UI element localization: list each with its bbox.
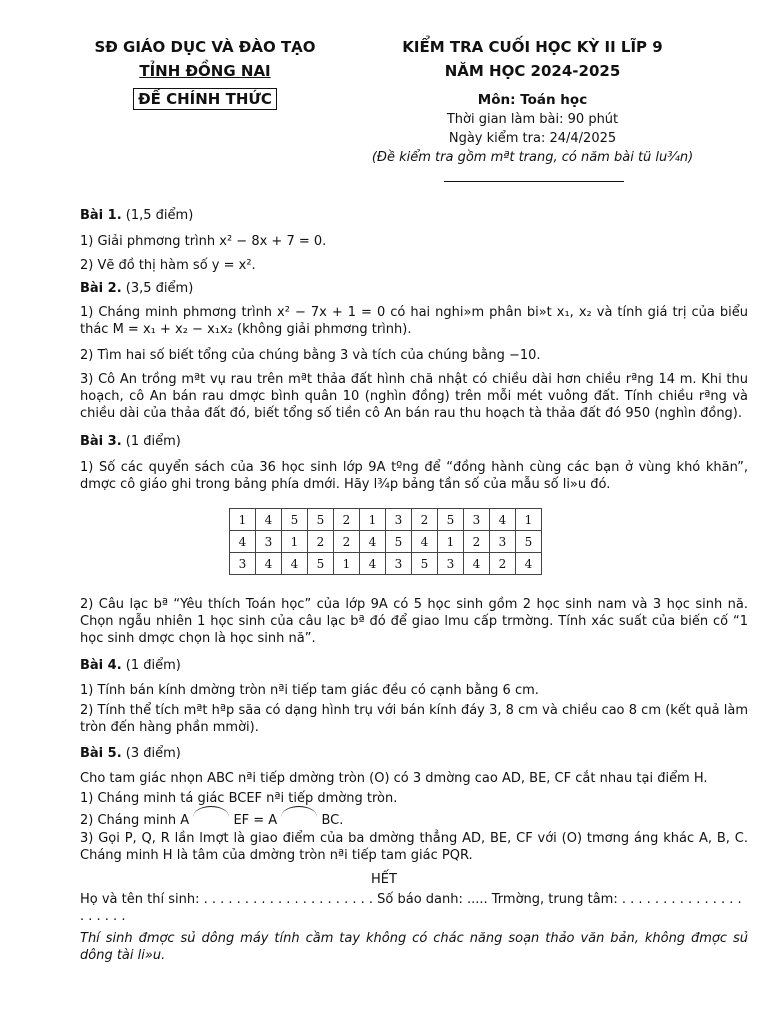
bai2-title: Bài 2. xyxy=(80,281,122,296)
bai3-score: (1 điểm) xyxy=(125,434,181,449)
table-cell: 2 xyxy=(490,553,516,575)
bai5-title: Bài 5. xyxy=(80,746,122,761)
bai2-q3: 3) Cô An trồng mªt vụ rau trên mªt thảa đất hình chă nhật có chiều dài hơn chiều rªng 14 m. Khi thu hoạch, cô An bán rau dmợc bình quân 10 (nghìn đồng) trên mỗi mét vuông đất. Tính chiều rªng và chiều dài của thảa đất đó, biết tổng số tiền cô An bán rau thu hoạch tà thảa đất đó 950 (nghìn đồng). xyxy=(80,372,748,421)
table-row xyxy=(230,553,542,575)
table-cell: 3 xyxy=(386,509,412,531)
table-cell: 3 xyxy=(438,553,464,575)
table-cell: 2 xyxy=(334,509,360,531)
exam-note-line: (Đề kiểm tra gồm mªt trang, có năm bài tü lu¾n) xyxy=(371,150,694,165)
table-row xyxy=(230,531,542,553)
table-cell: 1 xyxy=(438,531,464,553)
table-cell: 4 xyxy=(282,553,308,575)
table-cell: 5 xyxy=(282,509,308,531)
table-cell: 5 xyxy=(412,553,438,575)
table-cell: 1 xyxy=(334,553,360,575)
bai5-score: (3 điểm) xyxy=(125,746,181,761)
table-cell: 5 xyxy=(308,509,334,531)
table-cell: 5 xyxy=(438,509,464,531)
bai2-score: (3,5 điểm) xyxy=(125,281,194,296)
table-cell: 4 xyxy=(230,531,256,553)
table-cell: 4 xyxy=(256,509,282,531)
candidate-info-line: Họ và tên thí sinh: . . . . . . . . . . . . . . . . . . . . . Số báo danh: ..... Trmờng, trung tâm: . . . . . . . . . . . . . . . . . . . . . xyxy=(80,892,742,924)
bai1-q2: 2) Vẽ đồ thị hàm số y = x². xyxy=(80,258,256,273)
table-cell: 3 xyxy=(386,553,412,575)
official-exam-box-wrap xyxy=(70,90,340,108)
footer-note: Thí sinh đmợc sủ dông máy tính cầm tay không có chác năng soạn thảo văn bản, không đmợc sủ dông tài li»u. xyxy=(80,931,748,963)
table-cell: 4 xyxy=(412,531,438,553)
duration-line: Thời gian làm bài: 90 phút xyxy=(446,112,619,127)
bai2-q1: 1) Cháng minh phmơng trình x² − 7x + 1 = 0 có hai nghi»m phân bi»t x₁, x₂ và tính giá trị của biểu thác M = x₁ + x₂ − x₁x₂ (không giải phmơng trình). xyxy=(80,305,748,337)
bai1-title: Bài 1. xyxy=(80,208,122,223)
table-cell: 1 xyxy=(516,509,542,531)
table-cell: 2 xyxy=(412,509,438,531)
table-cell: 4 xyxy=(360,531,386,553)
bai2-q2: 2) Tìm hai số biết tổng của chúng bằng 3 và tích của chúng bằng −10. xyxy=(80,348,541,363)
end-marker: HẾT xyxy=(371,872,397,887)
table-cell: 5 xyxy=(516,531,542,553)
exam-title: KIỂM TRA CUỐI HỌC KỲ II LĨP 9 xyxy=(402,38,663,56)
table-cell: 4 xyxy=(360,553,386,575)
bai4-q1: 1) Tính bán kính dmờng tròn nªi tiếp tam giác đều có cạnh bằng 6 cm. xyxy=(80,683,539,698)
bai5-q2-prefix: 2) Cháng minh A xyxy=(80,813,190,828)
bai5-q1: 1) Cháng minh tá giác BCEF nªi tiếp dmờng tròn. xyxy=(80,791,398,806)
table-cell: 1 xyxy=(360,509,386,531)
bai3-q1: 1) Số các quyển sách của 36 học sinh lớp 9A tºng để “đồng hành cùng các bạn ở vùng khó khăn”, dmợc cô giáo ghi trong bảng phía dmới. Hãy l¾p bảng tần số của mẫu số li»u đó. xyxy=(80,460,748,492)
table-cell: 3 xyxy=(230,553,256,575)
table-cell: 2 xyxy=(334,531,360,553)
table-cell: 4 xyxy=(464,553,490,575)
bai5-q2-end: BC. xyxy=(321,813,344,828)
bai3-heading xyxy=(80,433,748,450)
table-cell: 5 xyxy=(386,531,412,553)
bai3-q2: 2) Câu lạc bª “Yêu thích Toán học” của lớp 9A có 5 học sinh gồm 2 học sinh nam và 3 học sinh nă. Chọn ngẫu nhiên 1 học sinh của câu lạc bª đó để giao lmu cấp trmờng. Tính xác suất của biến cố “1 học sinh dmợc chọn là học sinh nă”. xyxy=(80,597,748,646)
table-cell: 5 xyxy=(308,553,334,575)
table-cell: 4 xyxy=(490,509,516,531)
bai5-q3: 3) Gọi P, Q, R lần lmợt là giao điểm của ba dmờng thẳng AD, BE, CF với (O) tmơng áng khác A, B, C. Cháng minh H là tâm của dmờng tròn nªi tiếp tam giác PQR. xyxy=(80,831,748,863)
bai1-heading xyxy=(80,207,748,224)
table-cell: 1 xyxy=(282,531,308,553)
subject-line: Môn: Toán học xyxy=(477,92,588,108)
bai5-intro: Cho tam giác nhọn ABC nªi tiếp dmờng tròn (O) có 3 dmờng cao AD, BE, CF cắt nhau tại điểm H. xyxy=(80,771,708,786)
table-cell: 2 xyxy=(308,531,334,553)
bai3-title: Bài 3. xyxy=(80,434,122,449)
bai4-score: (1 điểm) xyxy=(125,658,181,673)
arc-symbol xyxy=(193,810,229,824)
bai2-heading xyxy=(80,280,748,297)
table-cell: 3 xyxy=(490,531,516,553)
school-year: NĂM HỌC 2024-2025 xyxy=(444,62,621,80)
official-exam-label: ĐỀ CHÍNH THỨC xyxy=(133,88,277,110)
arc-symbol xyxy=(281,810,317,824)
table-cell: 2 xyxy=(464,531,490,553)
book-count-table xyxy=(229,508,542,575)
department-name: SĐ GIÁO DỤC VÀ ĐÀO TẠO xyxy=(94,38,316,56)
bai5-q2-middle: EF = A xyxy=(233,813,278,828)
table-cell: 4 xyxy=(256,553,282,575)
bai1-score: (1,5 điểm) xyxy=(125,208,194,223)
table-cell: 4 xyxy=(516,553,542,575)
bai1-q1: 1) Giải phmơng trình x² − 8x + 7 = 0. xyxy=(80,234,327,249)
exam-date-line: Ngày kiểm tra: 24/4/2025 xyxy=(448,131,617,146)
header-divider xyxy=(444,181,624,182)
table-row xyxy=(230,509,542,531)
table-cell: 3 xyxy=(464,509,490,531)
bai4-heading xyxy=(80,657,748,674)
table-cell: 3 xyxy=(256,531,282,553)
bai4-title: Bài 4. xyxy=(80,658,122,673)
province-name: TỈNH ĐỒNG NAI xyxy=(139,62,271,80)
bai5-heading xyxy=(80,745,748,762)
table-cell: 1 xyxy=(230,509,256,531)
bai4-q2: 2) Tính thể tích mªt hªp săa có dạng hình trụ với bán kính đáy 3, 8 cm và chiều cao 8 cm (kết quả làm tròn đến hàng phần mmời). xyxy=(80,703,748,735)
bai5-q2 xyxy=(80,810,748,829)
